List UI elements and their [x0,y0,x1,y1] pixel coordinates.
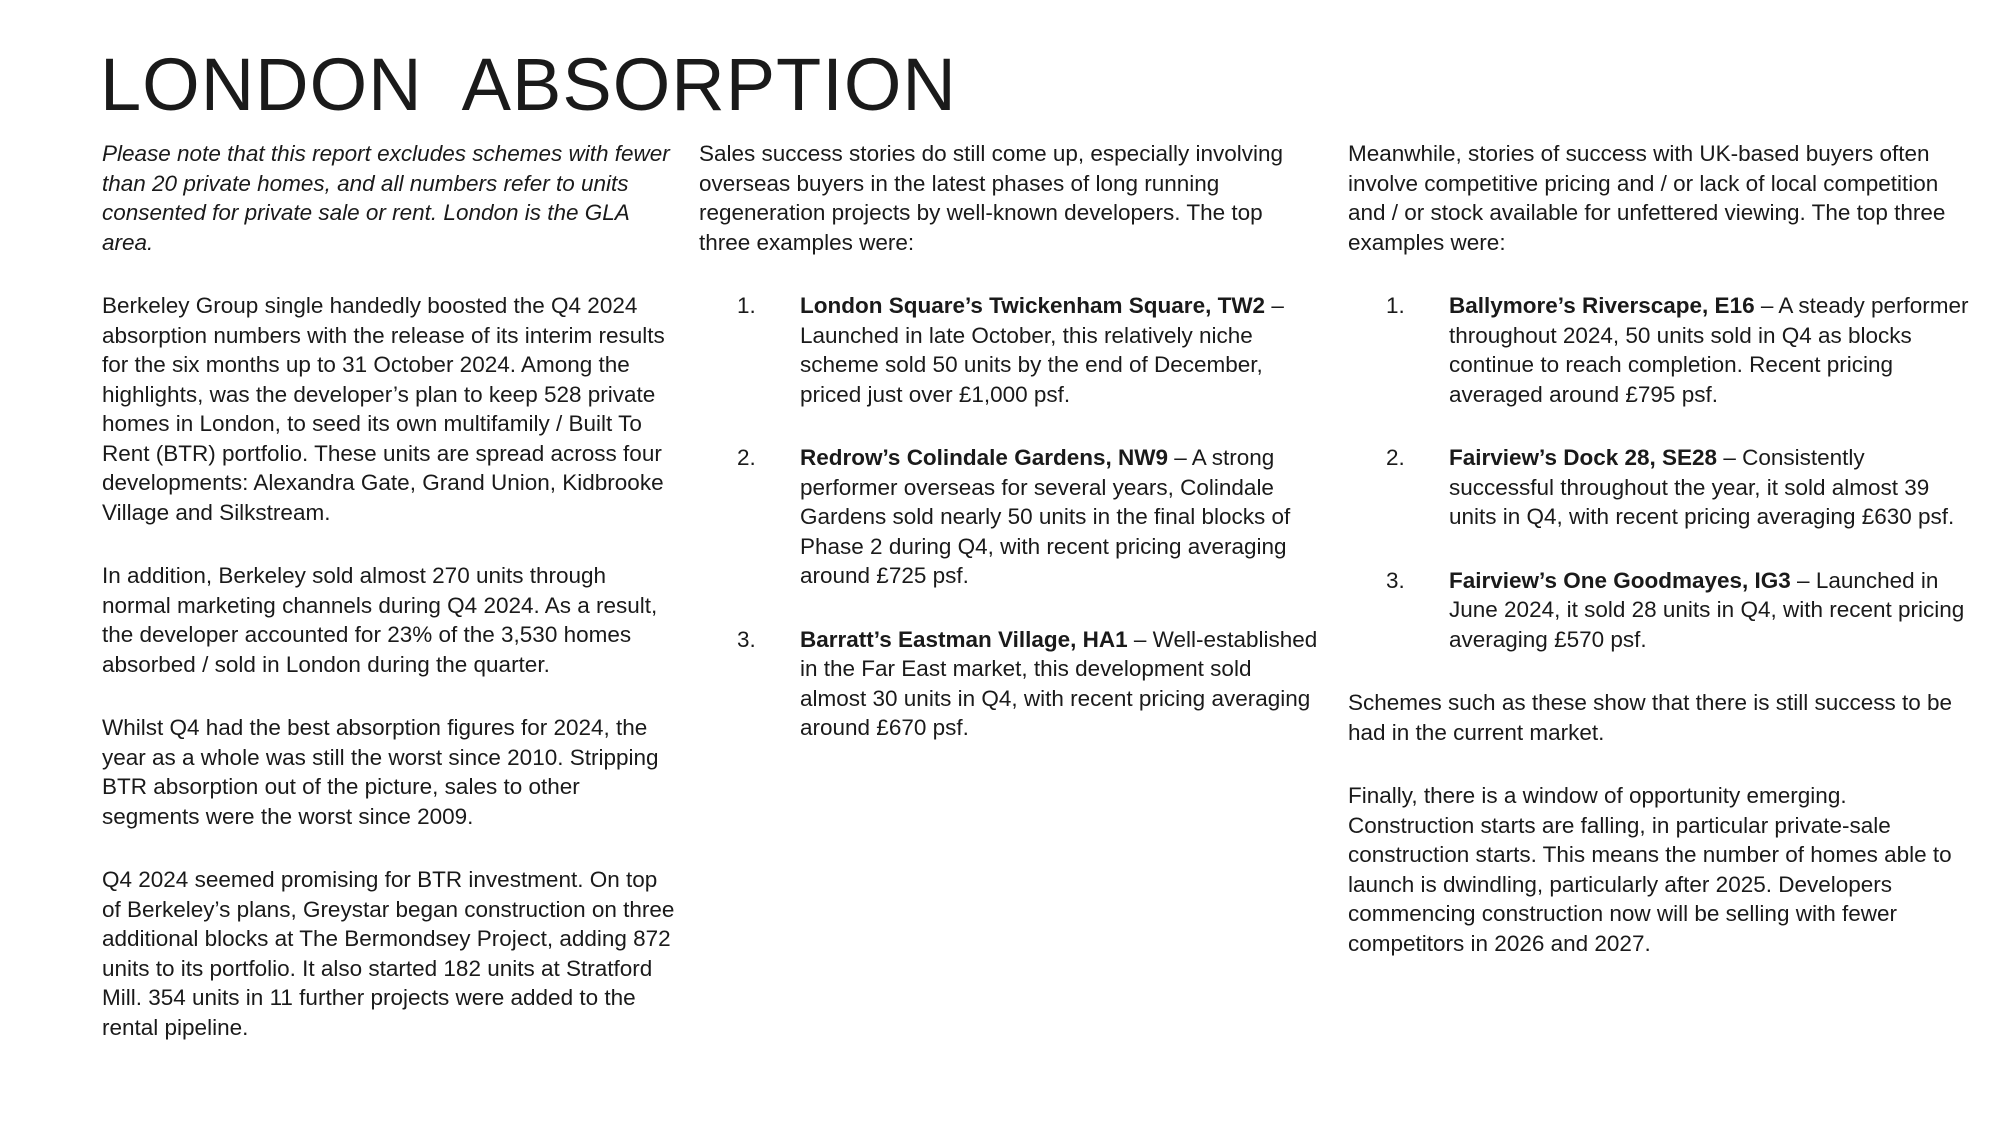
scheme-name: Redrow’s Colindale Gardens, NW9 [800,445,1168,470]
body-paragraph: In addition, Berkeley sold almost 270 units through normal marketing channels during Q4 2024. As a result, the developer accounted for 23% of the 3,530 homes absorbed / sold in London during the quarter. [102,563,658,677]
scheme-description: – A strong performer overseas for several years, Colindale Gardens sold nearly 50 units in the final blocks of Phase 2 during Q4, with recent pricing averaging around £725 psf. [800,445,1291,588]
body-paragraph: Whilst Q4 had the best absorption figures for 2024, the year as a whole was still the worst since 2010. Stripping BTR absorption out of the picture, sales to other segments were the worst since 2009. [102,715,659,829]
list-item [699,291,1319,409]
body-paragraph: Berkeley Group single handedly boosted the Q4 2024 absorption numbers with the release of its interim results for the six months up to 31 October 2024. Among the highlights, was the developer’s plan to keep 528 private homes in London, to seed its own multifamily / Built To Rent (BTR) portfolio. These units are spread across four developments: Alexandra Gate, Grand Union, Kidbrooke Village and Silkstream. [102,293,665,525]
list-item [1348,443,1972,532]
list-number: 3. [1386,567,1405,593]
list-item [699,625,1319,743]
list-number: 1. [737,293,756,318]
overseas-examples-list [699,291,1319,743]
scheme-description: – Consistently successful throughout the year, it sold almost 39 units in Q4, with recent pricing averaging £630 psf. [1449,445,1955,529]
scheme-description: – Launched in late October, this relatively niche scheme sold 50 units by the end of December, priced just over £1,000 psf. [800,293,1284,407]
scheme-name: Ballymore’s Riverscape, E16 [1449,293,1755,318]
scheme-name: Fairview’s Dock 28, SE28 [1449,445,1718,470]
list-item [1348,291,1972,409]
body-paragraph: Schemes such as these show that there is still success to be had in the current market. [1348,690,1953,745]
list-number: 3. [737,626,756,652]
list-number: 2. [737,445,756,470]
body-paragraph: Q4 2024 seemed promising for BTR investment. On top of Berkeley’s plans, Greystar began construction on three additional blocks at The Bermondsey Project, adding 872 units to its portfolio. It also started 182 units at Stratford Mill. 354 units in 11 further projects were added to the rental pipeline. [102,867,675,1040]
uk-examples-list [1348,291,1972,654]
scheme-name: London Square’s Twickenham Square, TW2 [800,293,1266,318]
column-left [102,139,676,1076]
scheme-description: – A steady performer throughout 2024, 50 units sold in Q4 as blocks continue to reach completion. Recent pricing averaged around £795 psf. [1449,293,1969,407]
column-middle [699,139,1319,777]
page-title: LONDON ABSORPTION [100,43,957,126]
list-number: 1. [1386,293,1405,318]
column-right [1348,139,1972,992]
list-item [1348,566,1972,655]
scheme-description: – Well-established in the Far East market, this development sold almost 30 units in Q4, with recent pricing averaging around £670 psf. [800,626,1318,740]
scheme-name: Fairview’s One Goodmayes, IG3 [1449,567,1791,593]
list-number: 2. [1386,445,1405,470]
uk-buyers-intro: Meanwhile, stories of success with UK-based buyers often involve competitive pricing and / or lack of local competition and / or stock available for unfettered viewing. The top three examples were: [1348,141,1946,255]
body-paragraph: Finally, there is a window of opportunity emerging. Construction starts are falling, in particular private-sale construction starts. This means the number of homes able to launch is dwindling, particularly after 2025. Developers commencing construction now will be selling with fewer competitors in 2026 and 2027. [1348,783,1952,956]
scheme-name: Barratt’s Eastman Village, HA1 [800,626,1128,652]
scheme-description: – Launched in June 2024, it sold 28 units in Q4, with recent pricing averaging £570 psf. [1449,567,1965,652]
overseas-intro: Sales success stories do still come up, especially involving overseas buyers in the latest phases of long running regeneration projects by well-known developers. The top three examples were: [699,141,1284,255]
scope-note: Please note that this report excludes schemes with fewer than 20 private homes, and all numbers refer to units consented for private sale or rent. London is the GLA area. [102,141,670,255]
list-item [699,443,1319,591]
